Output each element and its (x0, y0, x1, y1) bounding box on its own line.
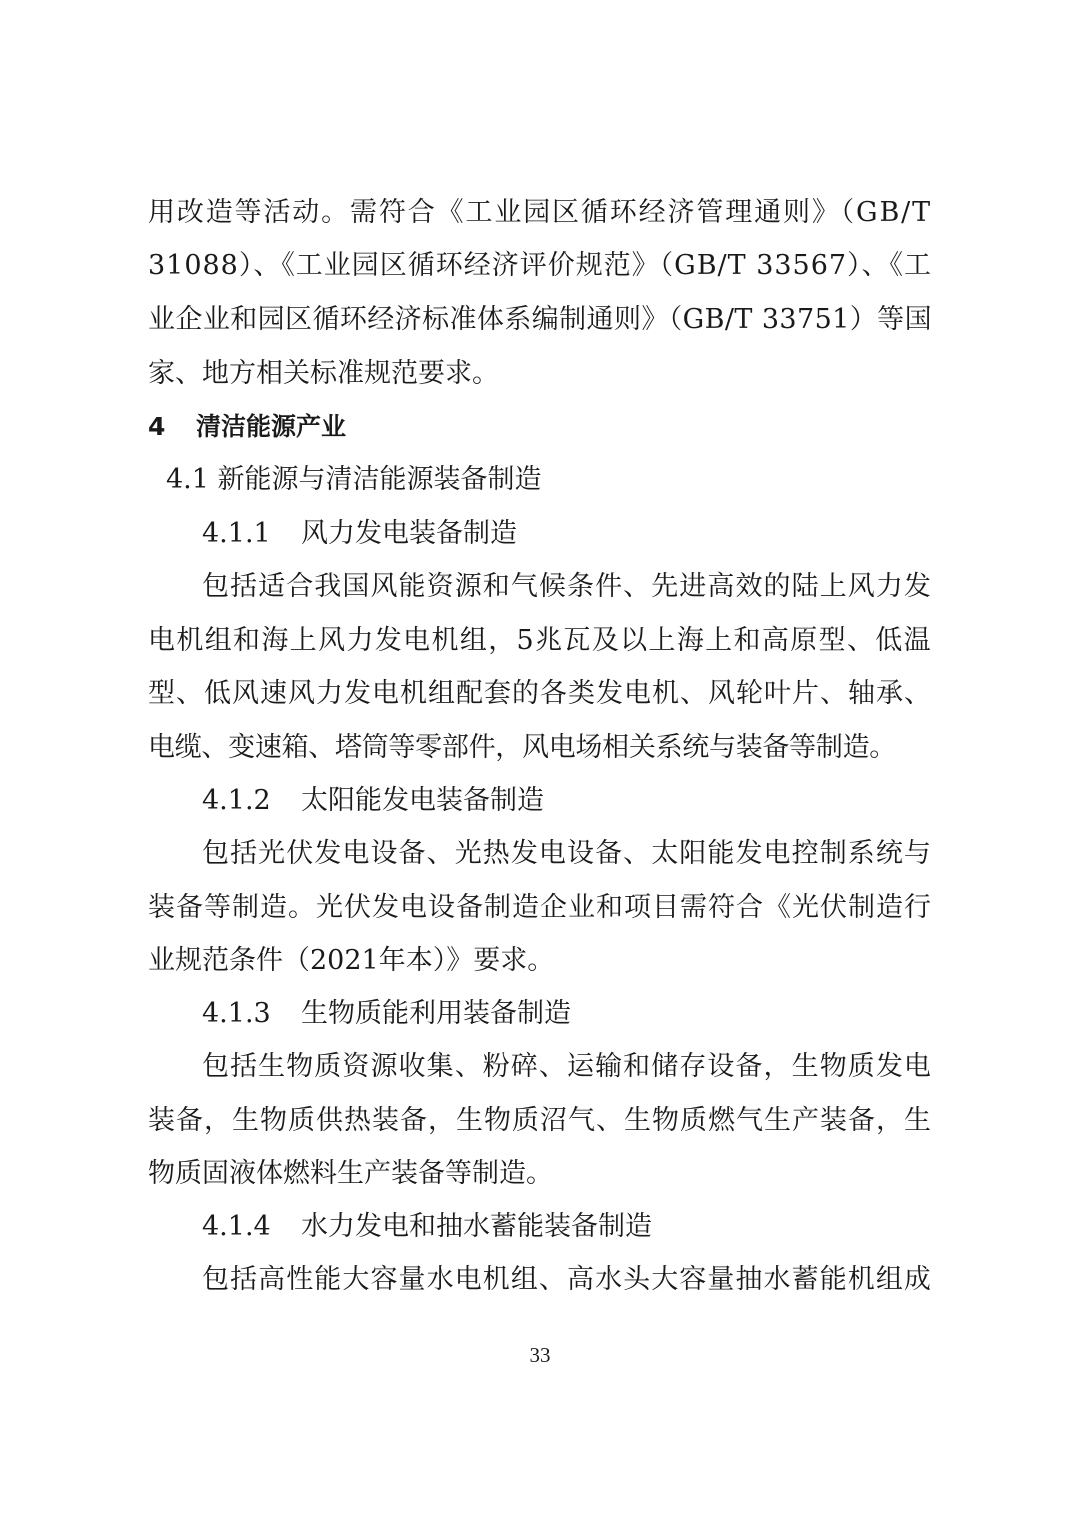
body-line (148, 674, 932, 714)
body-line (148, 300, 932, 340)
item-heading (202, 1207, 662, 1247)
body-line-text: 电机组和海上风力发电机组，5兆瓦及以上海上和高原型、低温 (148, 625, 932, 656)
body-line (148, 1154, 932, 1194)
body-line (202, 1260, 932, 1300)
section-number: 4 (148, 412, 166, 441)
body-line (148, 1101, 932, 1141)
item-number: 4.1.3 (202, 998, 271, 1029)
item-heading (202, 514, 622, 554)
item-title: 风力发电装备制造 (301, 518, 517, 549)
item-title: 水力发电和抽水蓄能装备制造 (301, 1211, 652, 1242)
body-line-text: 用改造等活动。需符合《工业园区循环经济管理通则》（GB/T (148, 197, 932, 228)
body-line (148, 246, 932, 286)
body-line (148, 888, 932, 928)
subsection-label: 4.1 新能源与清洁能源装备制造 (166, 464, 542, 495)
body-line-text: 电缆、变速箱、塔筒等零部件，风电场相关系统与装备等制造。 (148, 732, 896, 763)
body-line (148, 941, 932, 981)
section-title: 清洁能源产业 (196, 412, 347, 441)
body-line-text: 家、地方相关标准规范要求。 (148, 358, 499, 389)
subsection-heading (166, 460, 546, 500)
body-line-text: 包括生物质资源收集、粉碎、运输和储存设备，生物质发电 (202, 1051, 932, 1082)
body-line-text: 装备等制造。光伏发电设备制造企业和项目需符合《光伏制造行 (148, 892, 932, 923)
body-line (148, 354, 932, 394)
body-line (148, 193, 932, 233)
page-number: 33 (529, 1343, 551, 1367)
body-line-text: 装备，生物质供热装备，生物质沼气、生物质燃气生产装备，生 (148, 1105, 932, 1136)
body-line (202, 834, 932, 874)
body-line-text: 物质固液体燃料生产装备等制造。 (148, 1158, 553, 1189)
body-line-text: 包括适合我国风能资源和气候条件、先进高效的陆上风力发 (202, 571, 932, 602)
body-line-text: 业企业和园区循环经济标准体系编制通则》（GB/T 33751）等国 (148, 304, 932, 335)
body-line (148, 621, 932, 661)
item-title: 生物质能利用装备制造 (301, 998, 571, 1029)
item-number: 4.1.2 (202, 785, 271, 816)
body-line-text: 31088）、《工业园区循环经济评价规范》（GB/T 33567）、《工 (148, 250, 932, 281)
item-heading (202, 994, 622, 1034)
body-line (202, 567, 932, 607)
body-line-text: 包括光伏发电设备、光热发电设备、太阳能发电控制系统与 (202, 838, 932, 869)
body-line-text: 业规范条件（2021年本）》要求。 (148, 945, 555, 976)
body-line (148, 728, 896, 768)
item-heading (202, 781, 622, 821)
item-title: 太阳能发电装备制造 (301, 785, 544, 816)
body-line (202, 1047, 932, 1087)
body-line-text: 包括高性能大容量水电机组、高水头大容量抽水蓄能机组成 (202, 1264, 932, 1295)
item-number: 4.1.1 (202, 518, 271, 549)
body-line-text: 型、低风速风力发电机组配套的各类发电机、风轮叶片、轴承、 (148, 678, 932, 709)
item-number: 4.1.4 (202, 1211, 271, 1242)
section-heading (148, 407, 932, 447)
